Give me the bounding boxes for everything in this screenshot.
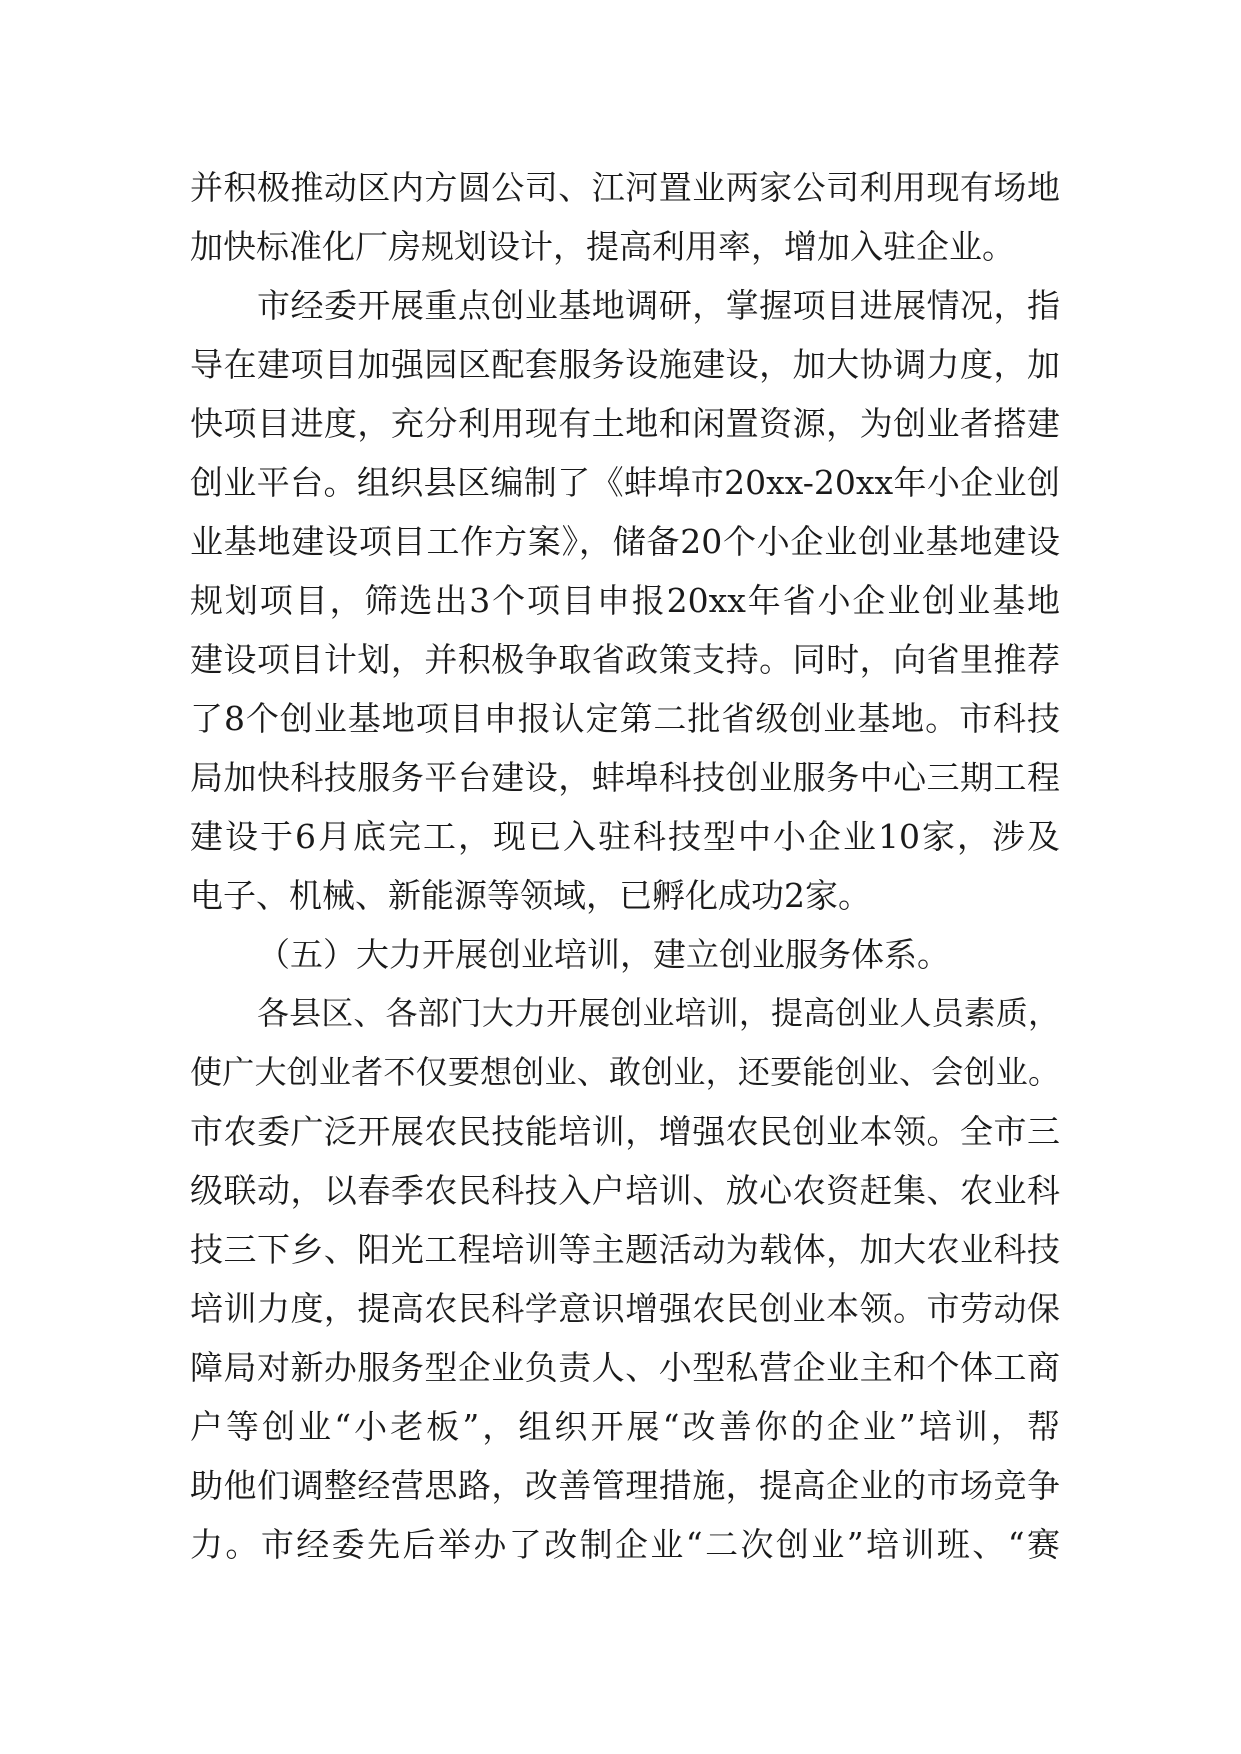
text-line: 导在建项目加强园区配套服务设施建设，加大协调力度，加: [190, 345, 1060, 384]
text-line: 电子、机械、新能源等领域，已孵化成功2家。: [190, 876, 871, 915]
text-line: 并积极推动区内方圆公司、江河置业两家公司利用现有场地: [190, 168, 1060, 207]
text-line: 力。市经委先后举办了改制企业“二次创业”培训班、“赛: [190, 1525, 1060, 1564]
text-line: 规划项目，筛选出3个项目申报20xx年省小企业创业基地: [190, 581, 1060, 620]
text-line: 加快标准化厂房规划设计，提高利用率，增加入驻企业。: [190, 227, 1015, 266]
text-line: 了8个创业基地项目申报认定第二批省级创业基地。市科技: [190, 699, 1060, 738]
section-heading: （五）大力开展创业培训，建立创业服务体系。: [257, 935, 950, 974]
text-line: 助他们调整经营思路，改善管理措施，提高企业的市场竞争: [190, 1466, 1060, 1505]
text-line: 业基地建设项目工作方案》，储备20个小企业创业基地建设: [190, 522, 1060, 561]
paragraph-first-line: 市经委开展重点创业基地调研，掌握项目进展情况，指: [257, 286, 1060, 325]
document-body: [190, 158, 1060, 1574]
paragraph-first-line: 各县区、各部门大力开展创业培训，提高创业人员素质，: [257, 994, 1060, 1032]
text-line: 使广大创业者不仅要想创业、敢创业，还要能创业、会创业。: [190, 1053, 1060, 1091]
text-line: 障局对新办服务型企业负责人、小型私营企业主和个体工商: [190, 1348, 1060, 1387]
text-line: 市农委广泛开展农民技能培训，增强农民创业本领。全市三: [190, 1112, 1060, 1151]
text-line: 技三下乡、阳光工程培训等主题活动为载体，加大农业科技: [190, 1230, 1060, 1269]
text-line: 级联动，以春季农民科技入户培训、放心农资赶集、农业科: [190, 1171, 1060, 1210]
text-line: 建设于6月底完工，现已入驻科技型中小企业10家，涉及: [190, 817, 1060, 856]
text-line: 局加快科技服务平台建设，蚌埠科技创业服务中心三期工程: [190, 758, 1060, 797]
text-line: 创业平台。组织县区编制了《蚌埠市20xx-20xx年小企业创: [190, 463, 1060, 502]
text-line: 户等创业“小老板”，组织开展“改善你的企业”培训，帮: [190, 1407, 1060, 1446]
text-line: 建设项目计划，并积极争取省政策支持。同时，向省里推荐: [190, 640, 1060, 679]
text-line: 快项目进度，充分利用现有土地和闲置资源，为创业者搭建: [190, 404, 1060, 443]
text-line: 培训力度，提高农民科学意识增强农民创业本领。市劳动保: [190, 1289, 1060, 1328]
